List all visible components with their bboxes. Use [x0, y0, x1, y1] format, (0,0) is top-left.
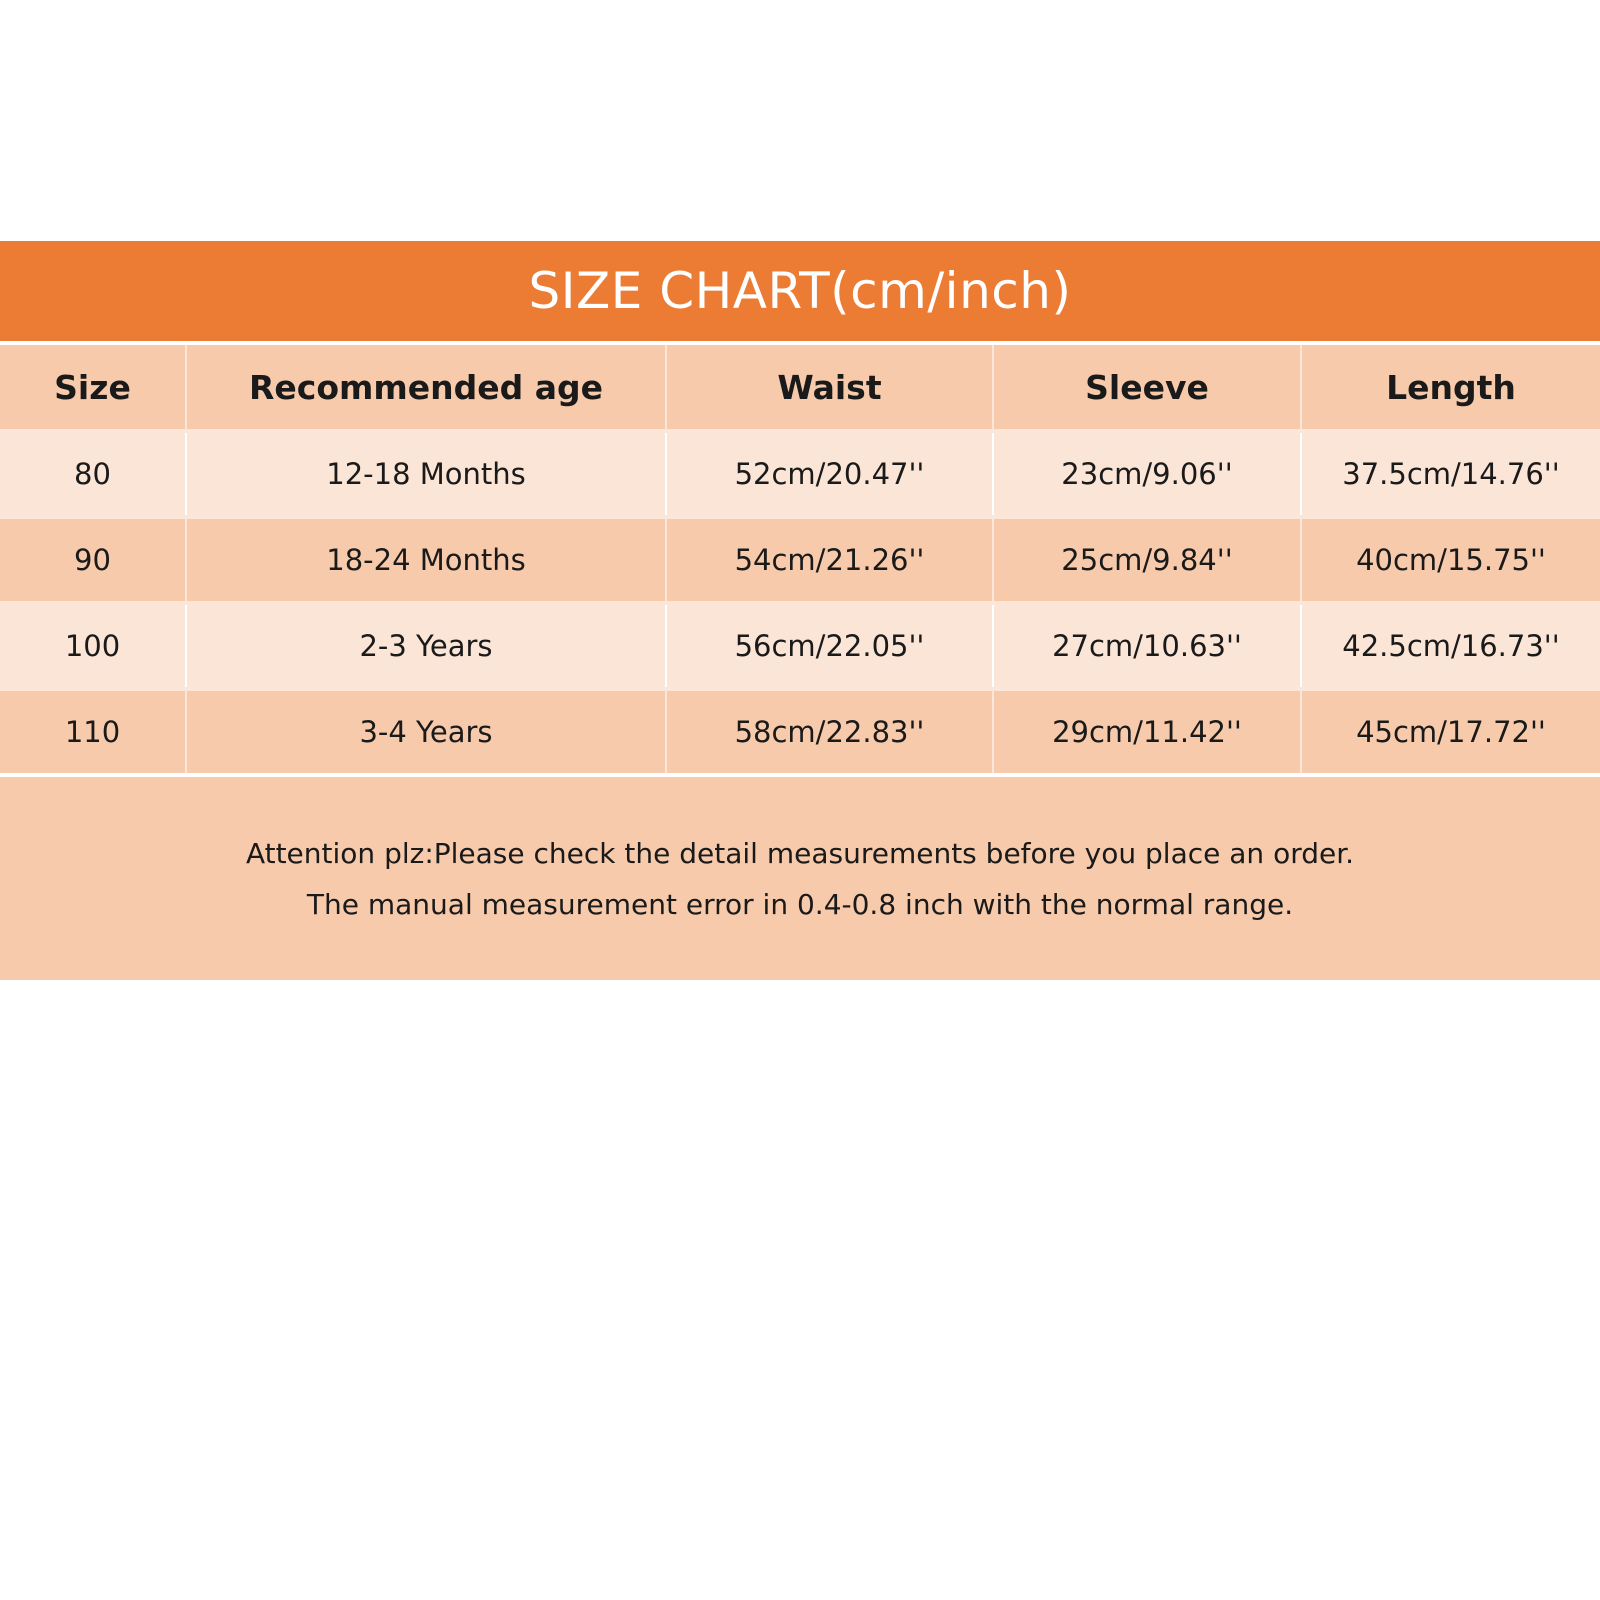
header-recommended-age: Recommended age [186, 345, 666, 431]
cell-size: 110 [0, 689, 186, 773]
header-size: Size [0, 345, 186, 431]
header-waist: Waist [666, 345, 993, 431]
cell-length: 37.5cm/14.76'' [1301, 431, 1600, 517]
cell-waist: 56cm/22.05'' [666, 603, 993, 689]
cell-waist: 54cm/21.26'' [666, 517, 993, 603]
attention-note [0, 777, 1600, 980]
attention-note-line-2: The manual measurement error in 0.4-0.8 inch with the normal range. [306, 887, 1294, 921]
cell-length: 42.5cm/16.73'' [1301, 603, 1600, 689]
size-table [0, 345, 1600, 773]
cell-length: 40cm/15.75'' [1301, 517, 1600, 603]
cell-waist: 52cm/20.47'' [666, 431, 993, 517]
size-chart [0, 241, 1600, 980]
cell-sleeve: 23cm/9.06'' [993, 431, 1301, 517]
table-row [0, 431, 1600, 517]
cell-sleeve: 29cm/11.42'' [993, 689, 1301, 773]
header-sleeve: Sleeve [993, 345, 1301, 431]
table-row [0, 689, 1600, 773]
cell-age: 2-3 Years [186, 603, 666, 689]
cell-sleeve: 25cm/9.84'' [993, 517, 1301, 603]
cell-age: 18-24 Months [186, 517, 666, 603]
attention-note-line-1: Attention plz:Please check the detail measurements before you place an order. [245, 836, 1355, 870]
table-row [0, 517, 1600, 603]
table-row [0, 603, 1600, 689]
header-length: Length [1301, 345, 1600, 431]
cell-size: 90 [0, 517, 186, 603]
chart-title: SIZE CHART(cm/inch) [0, 241, 1600, 341]
cell-length: 45cm/17.72'' [1301, 689, 1600, 773]
cell-size: 100 [0, 603, 186, 689]
cell-age: 3-4 Years [186, 689, 666, 773]
table-header-row [0, 345, 1600, 431]
cell-age: 12-18 Months [186, 431, 666, 517]
cell-waist: 58cm/22.83'' [666, 689, 993, 773]
cell-size: 80 [0, 431, 186, 517]
cell-sleeve: 27cm/10.63'' [993, 603, 1301, 689]
